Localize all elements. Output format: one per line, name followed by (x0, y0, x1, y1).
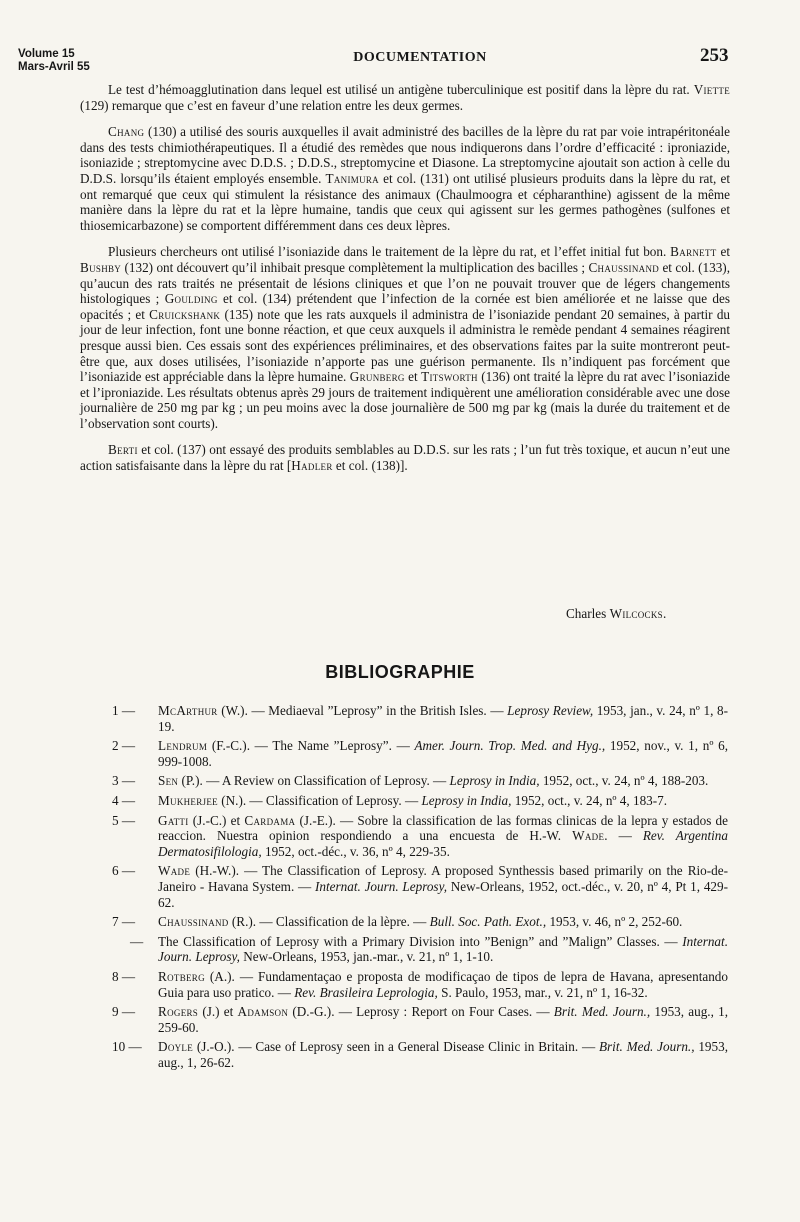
journal-title: Leprosy Review, (507, 703, 594, 718)
bibliography-heading: BIBLIOGRAPHIE (325, 662, 475, 682)
reference-number: — (130, 933, 144, 949)
reference-list (112, 703, 728, 1074)
issue-label: Mars-Avril 55 (18, 61, 90, 73)
text-run: (J.-C.) et (188, 812, 245, 828)
author-name: Bushby (80, 259, 122, 275)
reference-entry (112, 793, 728, 809)
text-run: 1953, aug., 1, 26-62. (158, 1039, 729, 1070)
paragraph (80, 442, 730, 473)
author-name: Titsworth (421, 369, 478, 385)
author-name: Mukherjee (158, 792, 218, 808)
reference-number: 5 — (112, 812, 136, 828)
body-text (80, 82, 730, 485)
text-run: New-Orleans, 1953, jan.-mar., v. 21, nº 1, 1-10. (239, 949, 494, 965)
author-name: Berti (108, 442, 138, 458)
text-run: Le test d’hémoagglutination dans lequel est utilisé un antigène tuberculinique est positif dans la lèpre du rat. (108, 82, 694, 97)
text-run: (J.) et (198, 1004, 238, 1020)
text-run: 1953, v. 46, nº 2, 252-60. (546, 914, 683, 930)
author-name: Rogers (158, 1004, 199, 1020)
author-name: McArthur (158, 703, 218, 718)
author-name: Chaussinand (158, 914, 229, 930)
journal-title: Rev. Argentina Dermatosifilologia, (158, 828, 728, 859)
text-run: (130) a utilisé des souris auxquelles il avait administré des bacilles de la lèpre du rat par voie intrapéritonéale dans des tests chimiothérapeutiques. Il a étudié des remèdes que nous indiquerons dans l’ordre d’efficacité : iproniazide, isoniazide ; streptomycine avec D.D.S. ; D.D.S., streptomycine et Diasone. La streptomycine ajoutait son action à celle du D.D.S. lorsqu’ils étaient employés ensemble. (80, 124, 730, 186)
paragraph (80, 82, 730, 113)
author-signature (566, 606, 666, 622)
section-title: DOCUMENTATION (353, 50, 487, 65)
text-run: (A.). — Fundamentaçao e proposta de modificaçao de tipos de lepra de Havana, apresentando Guia para uso pratico. — (158, 968, 728, 1000)
page-number: 253 (700, 45, 729, 66)
author-name: Lendrum (158, 738, 208, 754)
paragraph (80, 244, 730, 431)
text-run: (129) remarque que c’est en faveur d’une relation entre les deux germes. (80, 97, 463, 113)
reference-number: 4 — (112, 792, 136, 808)
text-run: et (404, 369, 422, 385)
text-run: et col. (137) ont essayé des produits semblables au D.D.S. sur les rats ; l’un fut très toxique, et aucun n’eut une action satisfaisante dans la lèpre du rat [ (80, 442, 730, 474)
author-name: Viette (693, 82, 730, 97)
text-run: (P.). — A Review on Classification of Leprosy. — (178, 773, 450, 789)
reference-entry (112, 813, 728, 860)
reference-entry (112, 1039, 728, 1070)
reference-entry (112, 863, 728, 910)
journal-title: Amer. Journ. Trop. Med. and Hyg., (414, 738, 606, 754)
paragraph (80, 124, 730, 233)
reference-entry (112, 703, 728, 734)
text-run: (W.). — Mediaeval ”Leprosy” in the British Isles. — (217, 703, 508, 718)
reference-number: 3 — (112, 773, 136, 789)
author-name: Barnett (670, 244, 717, 260)
text-run: . (662, 606, 667, 621)
author-name: Doyle (158, 1039, 194, 1055)
text-run: 1952, oct., v. 24, nº 4, 183-7. (511, 792, 668, 808)
author-name: Wade (158, 863, 191, 879)
author-name: Wilcocks (609, 606, 663, 621)
reference-number: 10 — (112, 1039, 142, 1055)
text-run: et (716, 244, 730, 260)
text-run: (132) ont découvert qu’il inhibait presque complètement la multiplication des bacilles ; (121, 259, 589, 275)
reference-entry (112, 934, 728, 965)
text-run: . — (604, 828, 643, 844)
text-run: et col. (138)]. (332, 458, 408, 474)
text-run: et col. (134) prétendent que l’infection de la cornée est bien améliorée et ne laisse que des opacités ; et (80, 291, 730, 322)
text-run: 1953, aug., 1, 259-60. (158, 1004, 729, 1035)
text-run: New-Orleans, 1952, oct.-déc., v. 20, nº 4, Pt 1, 429-62. (158, 878, 728, 910)
author-name: Chaussinand (588, 259, 660, 275)
journal-title: Bull. Soc. Path. Exot., (429, 914, 547, 930)
journal-title: Internat. Journ. Leprosy, (158, 933, 728, 965)
reference-entry (112, 738, 728, 769)
journal-title: Leprosy in India, (449, 773, 540, 789)
text-run: (F.-C.). — The Name ”Leprosy”. — (207, 738, 415, 754)
text-run: (J.-O.). — Case of Leprosy seen in a General Disease Clinic in Britain. — (193, 1039, 599, 1055)
author-name: Tanimura (325, 170, 379, 186)
author-name: Hadler (291, 458, 333, 474)
journal-title: Leprosy in India, (421, 792, 512, 808)
author-name: Rotberg (158, 968, 205, 984)
text-run: et col. (131) ont utilisé plusieurs produits dans la lèpre du rat, et ont remarqué que ceux qui stimulent la résistance des animaux (Chaulmoogra et cépharanthine) agissent de la même manière dans la lèpre du rat et la lèpre humaine, tandis que ceux qui agissent sur les germes pathogènes (sulfones et thiosemicarbazone) se comportent différemment dans ces deux lèpres. (80, 170, 730, 233)
reference-number: 8 — (112, 968, 136, 984)
journal-title: Rev. Brasileira Leprologia, (294, 984, 438, 1000)
text-run: Plusieurs chercheurs ont utilisé l’isoniazide dans le traitement de la lèpre du rat, et l’effet initial fut bon. (108, 244, 671, 260)
text-run: 1953, jan., v. 24, nº 1, 8-19. (158, 703, 728, 734)
text-run: (R.). — Classification de la lèpre. — (228, 914, 430, 930)
text-run: 1952, oct., v. 24, nº 4, 188-203. (539, 773, 709, 789)
text-run: 1952, oct.-déc., v. 36, nº 4, 229-35. (261, 843, 450, 859)
text-run: (D.-G.). — Leprosy : Report on Four Cases. — (288, 1004, 554, 1020)
author-name: Wade (572, 828, 605, 844)
author-name: Grunberg (349, 369, 405, 385)
reference-entry (112, 1004, 728, 1035)
author-name: Goulding (164, 291, 218, 307)
reference-number: 7 — (112, 914, 136, 930)
author-name: Cardama (244, 812, 296, 828)
author-name: Sen (158, 773, 179, 789)
text-run: (135) note que les rats auxquels il administra de l’isoniazide pendant 20 semaines, à partir du jour de leur infection, font une bonne réaction, et que ceux auxquels il administra le remède pendant 4 semaines réagirent presque aussi bien. Ces essais sont des expériences préliminaires, et des observations faites par la suite montreront peut-être que, aux doses utilisées, l’isoniazide n’apporte pas une guérison permanente. Ils n’indiquent pas forcément que l’isoniazide est appréciable dans la lèpre humaine. (80, 306, 731, 385)
author-name: Adamson (237, 1004, 289, 1020)
text-run: The Classification of Leprosy with a Primary Division into ”Benign” and ”Malign” Classes. — (158, 933, 683, 949)
text-run: (N.). — Classification of Leprosy. — (217, 792, 422, 808)
journal-title: Brit. Med. Journ., (598, 1039, 695, 1055)
reference-entry (112, 969, 728, 1000)
text-run: 1952, nov., v. 1, nº 6, 999-1008. (158, 738, 728, 769)
text-run: et col. (133), qu’aucun des rats traités ne présentait de lésions cliniques et que l’on ne pouvait trouver que de légers changements histologiques ; (80, 259, 730, 307)
reference-number: 2 — (112, 738, 136, 754)
reference-number: 1 — (112, 703, 136, 718)
text-run: (J.-E.). — Sobre la classification de las formas clinicas de la lepra y estados de reaccion. Nuestra opinion respondiendo a una encuesta de H.-W. (158, 812, 728, 844)
volume-label: Volume 15 (18, 48, 75, 60)
text-run: S. Paulo, 1953, mar., v. 21, nº 1, 16-32. (437, 984, 648, 1000)
journal-title: Internat. Journ. Leprosy, (315, 878, 447, 894)
author-name: Chang (108, 124, 145, 140)
text-run: Charles (566, 606, 610, 621)
reference-number: 6 — (112, 863, 136, 879)
reference-entry (112, 914, 728, 930)
reference-number: 9 — (112, 1004, 136, 1020)
author-name: Cruickshank (149, 306, 221, 322)
reference-entry (112, 773, 728, 789)
author-name: Gatti (158, 812, 189, 828)
journal-title: Brit. Med. Journ., (553, 1004, 651, 1020)
text-run: (136) ont traité la lèpre du rat avec l’isoniazide et l’iproniazide. Les résultats obtenus après 29 jours de traitement indiquèrent une amélioration considérable avec une dose journalière de 250 mg par kg ; un peu moins avec la dose journalière de 500 mg par kg (mais la durée du traitement et de l’observation sont courts). (80, 369, 730, 431)
text-run: (H.-W.). — The Classification of Leprosy. A proposed Synthessis based primarily on the Rio-de-Janeiro - Havana System. — (158, 863, 728, 894)
